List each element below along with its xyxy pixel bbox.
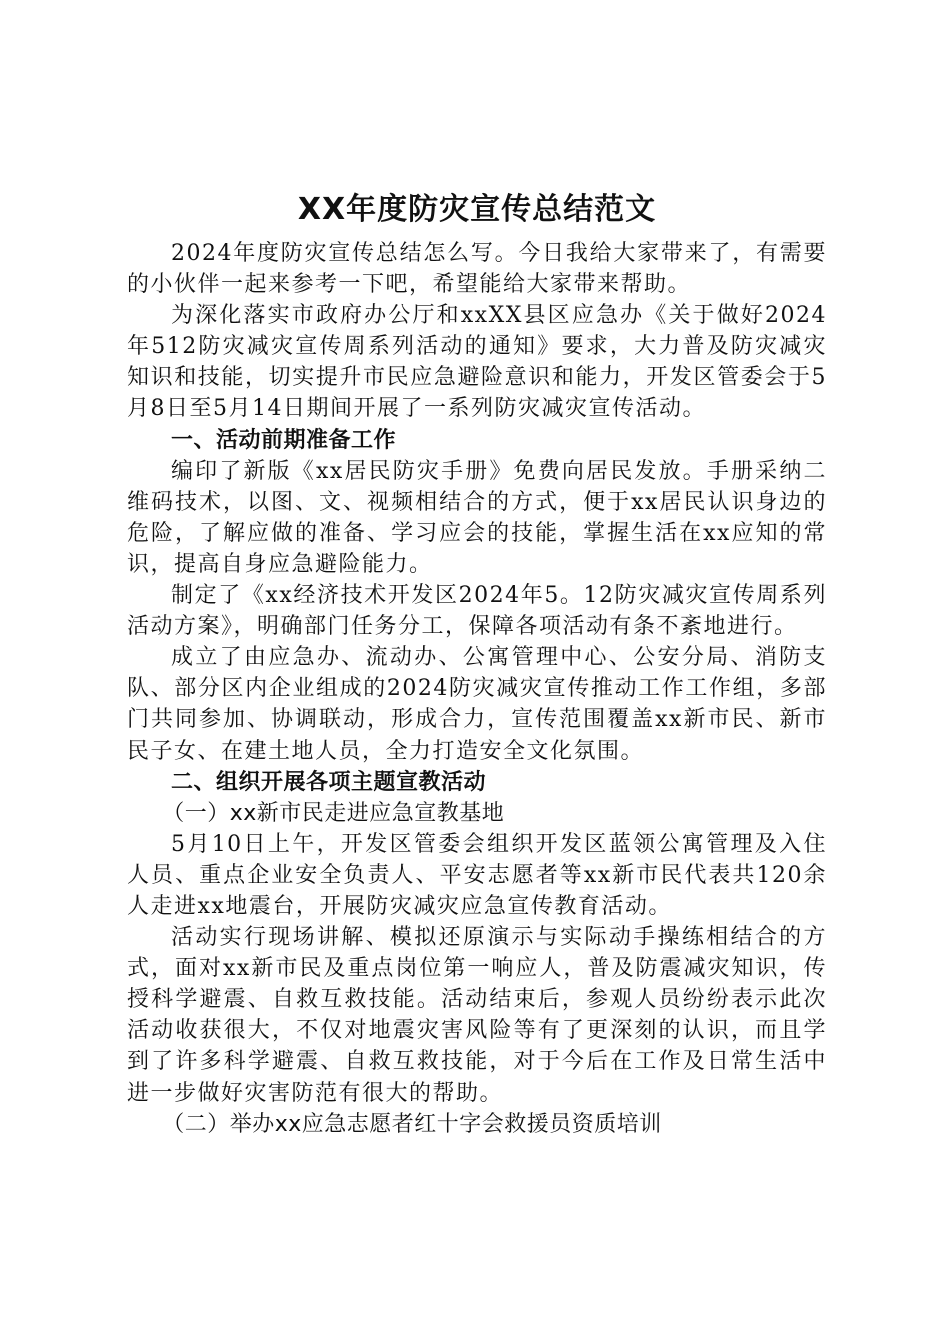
intro-paragraph: 2024年度防灾宣传总结怎么写。今日我给大家带来了，有需要的小伙伴一起来参考一下吧，希望能给大家带来帮助。: [127, 241, 827, 298]
handbook-paragraph: 编印了新版《xx居民防灾手册》免费向居民发放。手册采纳二维码技术，以图、文、视频相结合的方式，便于xx居民认识身边的危险，了解应做的准备、学习应会的技能，掌握生活在xx应知的常识，提高自身应急避险能力。: [127, 458, 827, 577]
document-page: [127, 190, 827, 1140]
document-title: XX年度防灾宣传总结范文: [297, 192, 657, 227]
plan-paragraph: 制定了《xx经济技术开发区2024年5。12防灾减灾宣传周系列活动方案》，明确部门任务分工，保障各项活动有条不紊地进行。: [127, 583, 827, 640]
background-paragraph: 为深化落实市政府办公厅和xxXX县区应急办《关于做好2024年512防灾减灾宣传周系列活动的通知》要求，大力普及防灾减灾知识和技能，切实提升市民应急避险意识和能力，开发区管委会于5月8日至5月14日期间开展了一系列防灾减灾宣传活动。: [127, 303, 827, 422]
activity-method-paragraph: 活动实行现场讲解、模拟还原演示与实际动手操练相结合的方式，面对xx新市民及重点岗位第一响应人，普及防震减灾知识，传授科学避震、自救互救技能。活动结束后，参观人员纷纷表示此次活动收获很大，不仅对地震灾害风险等有了更深刻的认识，而且学到了许多科学避震、自救互救技能，对于今后在工作及日常生活中进一步做好灾害防范有很大的帮助。: [127, 925, 827, 1106]
working-group-paragraph: 成立了由应急办、流动办、公寓管理中心、公安分局、消防支队、部分区内企业组成的2024防灾减灾宣传推动工作工作组，多部门共同参加、协调联动，形成合力，宣传范围覆盖xx新市民、新市民子女、在建土地人员，全力打造安全文化氛围。: [127, 645, 827, 764]
subsection-heading-base-visit: （一）xx新市民走进应急宣教基地: [162, 800, 505, 826]
section-heading-activities: 二、组织开展各项主题宣教活动: [171, 769, 487, 795]
section-heading-preparation: 一、活动前期准备工作: [171, 427, 397, 453]
base-visit-paragraph: 5月10日上午，开发区管委会组织开发区蓝领公寓管理及入住人员、重点企业安全负责人、平安志愿者等xx新市民代表共120余人走进xx地震台，开展防灾减灾应急宣传教育活动。: [127, 831, 827, 919]
subsection-heading-training: （二）举办xx应急志愿者红十字会救援员资质培训: [162, 1111, 662, 1137]
